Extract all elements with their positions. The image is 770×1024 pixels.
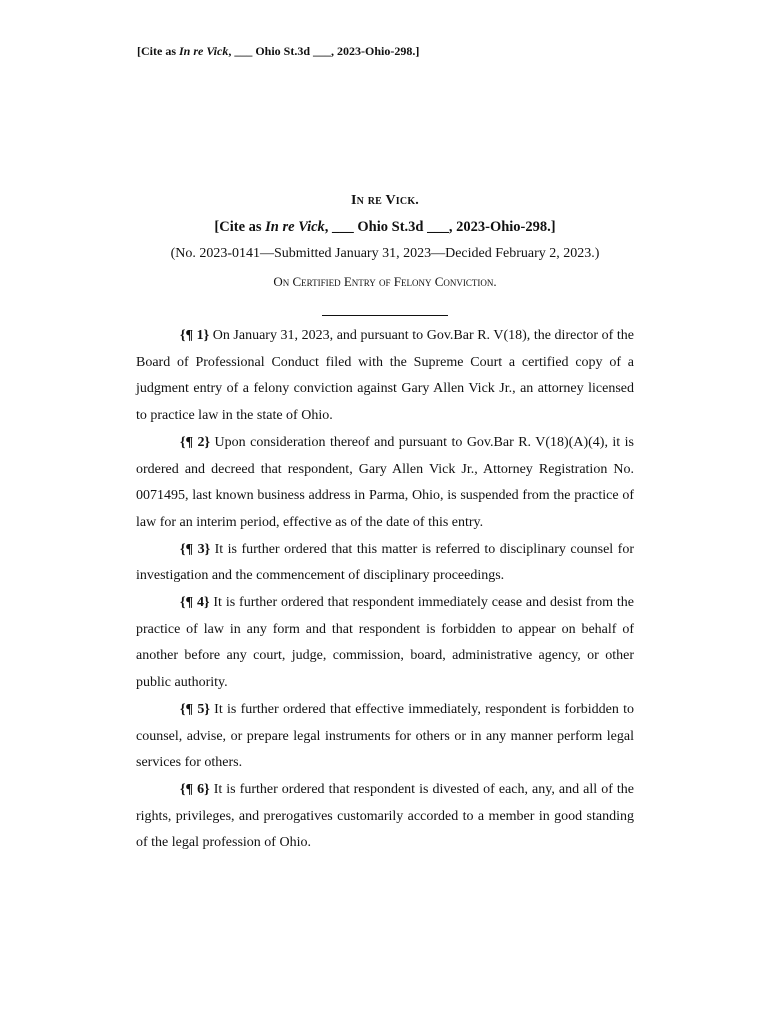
paragraph (136, 323, 634, 430)
case-title: In re Vick. (350, 193, 419, 208)
divider-rule (322, 315, 448, 316)
header-cite-case: In re Vick (179, 44, 229, 58)
header-cite-prefix: [Cite as (137, 44, 179, 58)
paragraph-text: It is further ordered that effective immediately, respondent is forbidden to counsel, advise, or prepare legal instruments for others or in any manner perform legal services for others. (136, 701, 635, 771)
paragraph-text: Upon consideration thereof and pursuant to Gov.Bar R. V(18)(A)(4), it is ordered and decreed that respondent, Gary Allen Vick Jr., Attorney Registration No. 0071495, last known business address in Parma, Ohio, is suspended from the practice of law for an interim period, effective as of the date of this entry. (136, 434, 634, 530)
paragraph-text: It is further ordered that this matter is referred to disciplinary counsel for investigation and the commencement of disciplinary proceedings. (136, 541, 634, 584)
paragraph (136, 537, 634, 590)
cite-case: In re Vick (265, 219, 325, 235)
paragraph (136, 590, 634, 697)
paragraph-number: {¶ 6} (180, 781, 210, 797)
header-citation (137, 44, 419, 59)
paragraph-text: It is further ordered that respondent immediately cease and desist from the practice of law in any form and that respondent is forbidden to appear on behalf of another before any court, judge, commission, board, administrative agency, or other public authority. (136, 595, 635, 691)
paragraph-text: It is further ordered that respondent is divested of each, any, and all of the rights, privileges, and prerogatives customarily accorded to a member in good standing of the legal profession of Ohio. (136, 781, 635, 851)
paragraph-number: {¶ 4} (180, 595, 210, 611)
paragraph (136, 697, 634, 777)
paragraph-number: {¶ 5} (180, 701, 210, 717)
header-cite-suffix: , ___ Ohio St.3d ___, 2023-Ohio-298.] (228, 44, 420, 58)
paragraph-number: {¶ 1} (180, 328, 210, 343)
paragraph-number: {¶ 3} (180, 541, 211, 557)
docket-line: (No. 2023-0141—Submitted January 31, 2023—Decided February 2, 2023.) (170, 246, 600, 261)
paragraph (136, 430, 634, 537)
case-subtitle: On Certified Entry of Felony Conviction. (273, 274, 497, 289)
paragraph (136, 777, 634, 857)
opinion-body (136, 323, 634, 857)
paragraph-number: {¶ 2} (180, 434, 211, 450)
cite-suffix: , ___ Ohio St.3d ___, 2023-Ohio-298.] (324, 219, 556, 235)
cite-prefix: [Cite as (214, 219, 266, 235)
case-citation (0, 219, 770, 236)
paragraph-text: On January 31, 2023, and pursuant to Gov.Bar R. V(18), the director of the Board of Professional Conduct filed with the Supreme Court a certified copy of a judgment entry of a felony conviction against Gary Allen Vick Jr., an attorney licensed to practice law in the state of Ohio. (136, 328, 634, 424)
